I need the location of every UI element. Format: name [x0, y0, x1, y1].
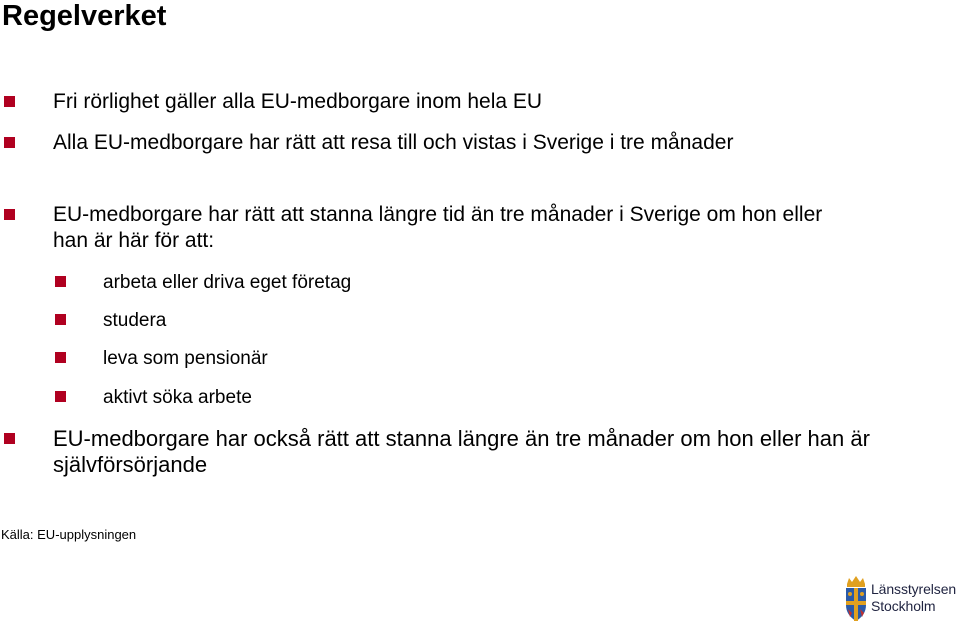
logo-line-1: Länsstyrelsen — [871, 581, 957, 597]
source-note: Källa: EU-upplysningen — [1, 527, 137, 542]
square-bullet-icon — [4, 433, 15, 444]
square-bullet-icon — [4, 209, 15, 220]
square-bullet-icon — [55, 276, 66, 287]
square-bullet-icon — [4, 96, 15, 107]
sub-bullet-text: studera — [103, 310, 167, 331]
bullet-text: EU-medborgare har rätt att stanna längre tid än tre månader i Sverige om hon eller han är här för att: — [53, 203, 823, 252]
bullet-text: EU-medborgare har också rätt att stanna längre än tre månader om hon eller han är självförsörjande — [53, 426, 870, 477]
sub-bullet-text: leva som pensionär — [103, 348, 268, 369]
bullet-text: Fri rörlighet gäller alla EU-medborgare inom hela EU — [53, 90, 543, 113]
county-crest-icon — [843, 575, 869, 625]
square-bullet-icon — [55, 391, 66, 402]
sub-bullet-text: arbeta eller driva eget företag — [103, 272, 352, 293]
square-bullet-icon — [4, 137, 15, 148]
square-bullet-icon — [55, 314, 66, 325]
square-bullet-icon — [55, 352, 66, 363]
page-title: Regelverket — [2, 0, 167, 32]
logo-line-2: Stockholm — [871, 598, 936, 614]
lansstyrelsen-logo — [843, 575, 959, 625]
sub-bullet-text: aktivt söka arbete — [103, 387, 252, 408]
bullet-text: Alla EU-medborgare har rätt att resa till och vistas i Sverige i tre månader — [53, 131, 734, 154]
logo-wordmark — [871, 581, 956, 615]
